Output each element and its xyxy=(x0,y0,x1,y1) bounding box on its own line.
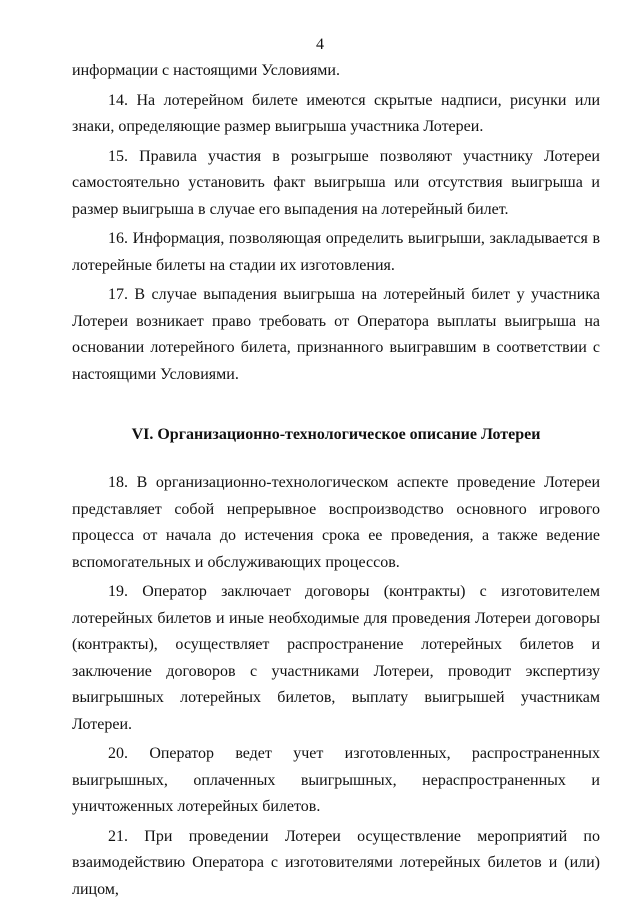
paragraph-20: 20. Оператор ведет учет изготовленных, распространенных выигрышных, оплаченных выигрышных, нераспространенных и уничтоженных лотерейных билетов. xyxy=(72,745,600,815)
paragraph-continuation: информации с настоящими Условиями. xyxy=(72,62,340,79)
paragraph-16: 16. Информация, позволяющая определить выигрыши, закладывается в лотерейные билеты на стадии их изготовления. xyxy=(72,230,600,274)
paragraph-15: 15. Правила участия в розыгрыше позволяют участнику Лотереи самостоятельно установить факт выигрыша или отсутствия выигрыша и размер выигрыша в случае его выпадения на лотерейный билет. xyxy=(72,147,600,218)
paragraph-21: 21. При проведении Лотереи осуществление мероприятий по взаимодействию Оператора с изготовителями лотерейных билетов и (или) лицом, xyxy=(72,827,600,898)
paragraph-17: 17. В случае выпадения выигрыша на лотерейный билет у участника Лотереи возникает право требовать от Оператора выплаты выигрыша на основании лотерейного билета, признанного выигравшим в соответствии с настоящими Условиями. xyxy=(72,286,600,383)
page-number: 4 xyxy=(316,36,324,53)
paragraph-18: 18. В организационно-технологическом аспекте проведение Лотереи представляет собой непрерывное воспроизводство основного игрового процесса от начала до истечения срока ее проведения, а также ведение вспомогательных и обслуживающих процессов. xyxy=(72,474,600,571)
paragraph-19: 19. Оператор заключает договоры (контракты) с изготовителем лотерейных билетов и иные необходимые для проведения Лотереи договоры (контракты), осуществляет распространение лотерейных билетов и заключение договоров с участниками Лотереи, проводит экспертизу выигрышных лотерейных билетов, выплату выигрышей участникам Лотереи. xyxy=(72,583,600,733)
paragraph-14: 14. На лотерейном билете имеются скрытые надписи, рисунки или знаки, определяющие размер выигрыша участника Лотереи. xyxy=(72,91,600,135)
document-body xyxy=(72,58,600,906)
section-heading: VI. Организационно-технологическое описание Лотереи xyxy=(131,426,541,443)
